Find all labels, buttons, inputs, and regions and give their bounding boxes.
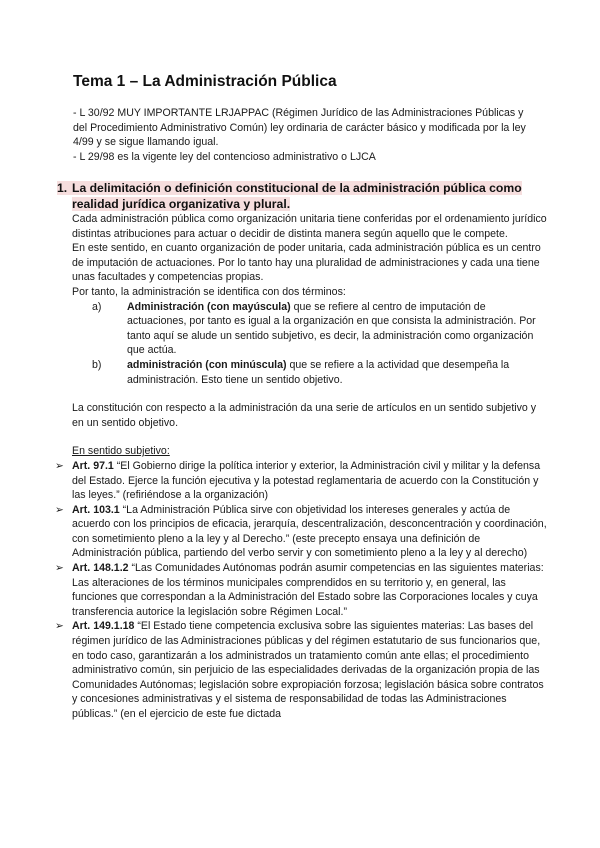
paragraph: En este sentido, en cuanto organización de poder unitaria, cada administración pública es un centro de imputación de actuaciones. Por lo tanto hay una pluralidad de administraciones y cada una tiene unas facultades y competencias propias. [72,242,541,284]
arrowhead-icon: ➢ [55,562,64,575]
list-item [57,561,547,619]
section-number: 1. [57,181,68,195]
article-text: “El Gobierno dirige la política interior y exterior, la Administración civil y militar y la defensa del Estado. Ejerce la función ejecutiva y la potestad reglamentaria de acuerdo con la Constitución y las leyes.” (refiriéndose a la organización) [72,459,541,502]
constitution-paragraph: La constitución con respecto a la administración da una serie de artículos en un sentido subjetivo y en un sentido objetivo. [72,402,537,429]
heading-line-1: La delimitación o definición constitucional de la administración pública como [72,181,522,195]
list-marker: b) [92,358,102,371]
article-number: Art. 103.1 [72,503,120,516]
section-heading [57,180,547,212]
intro-line-ley-29-98: - L 29/98 es la vigente ley del contencioso administrativo o LJCA [73,150,376,163]
list-item [72,358,547,387]
article-text: “El Estado tiene competencia exclusiva sobre las siguientes materias: Las bases del régimen jurídico de las Administraciones públicas y del régimen estatutario de sus funcionarios que, en todo caso, garantizarán a los administrados un tratamiento común ante ellas; el procedimiento administrativo común, sin perjuicio de las especialidades derivadas de la organización propia de las Comunidades Autónomas; legislación sobre expropiación forzosa; legislación básica sobre contratos y concesiones administrativas y el sistema de responsabilidad de todas las Administraciones públicas.” (en el ejercicio de este fue dictada [72,620,544,720]
terms-list [72,300,547,388]
intro-line-ley-30-92: - L 30/92 MUY IMPORTANTE LRJAPPAC (Régimen Jurídico de las Administraciones Públicas y del Procedimiento Administrativo Común) ley ordinaria de carácter básico y modificada por la ley 4/99 y se sigue llamando igual. [73,107,526,149]
list-item [57,619,547,721]
article-number: Art. 97.1 [72,459,114,472]
page-title: Tema 1 – La Administración Pública [73,73,337,90]
term-text: que se refiere a la actividad que desempeña la administración. Esto tiene un sentido objetivo. [127,358,510,386]
article-text: “La Administración Pública sirve con objetividad los intereses generales y actúa de acuerdo con los principios de eficacia, jerarquía, descentralización, desconcentración y coordinación, con sometimiento pleno a la ley y al Derecho.” (este precepto ensaya una definición de Administración pública, partiendo del verbo servir y con sometimiento pleno a la ley y al derecho) [72,503,547,560]
arrowhead-icon: ➢ [55,620,64,633]
arrowhead-icon: ➢ [55,503,64,516]
paragraph: Cada administración pública como organización unitaria tiene conferidas por el ordenamiento jurídico distintas atribuciones para actuar o decidir de distinta manera según aquello que le compete. [72,213,547,240]
list-item [57,503,547,561]
article-number: Art. 148.1.2 [72,562,129,575]
list-item [57,459,547,503]
article-text: “Las Comunidades Autónomas podrán asumir competencias en las siguientes materias: Las alteraciones de los términos municipales comprendidos en su territorio y, en general, las funciones que correspondan a la Administración del Estado sobre las Corporaciones locales y cuya transferencia autorice la legislación sobre Régimen Local.” [72,562,544,618]
paragraph: Por tanto, la administración se identifica con dos términos: [72,285,346,298]
list-marker: a) [92,300,102,313]
articles-list [55,459,547,722]
subjective-label: En sentido subjetivo: [72,445,170,458]
intro-block [73,106,533,164]
term-bold: Administración (con mayúscula) [127,300,291,313]
arrowhead-icon: ➢ [55,459,64,472]
term-bold: administración (con minúscula) [127,358,287,371]
section-1 [57,180,547,722]
heading-highlight [57,181,522,195]
article-number: Art. 149.1.18 [72,620,135,633]
heading-line-2: realidad jurídica organizativa y plural. [72,197,291,211]
term-text: que se refiere al centro de imputación de actuaciones, por tanto es igual a la organización en que consista la administración. Por tanto aquí se alude un sentido subjetivo, es decir, la administración como organización que actúa. [127,300,536,357]
section-body [57,212,547,722]
list-item [72,300,547,358]
